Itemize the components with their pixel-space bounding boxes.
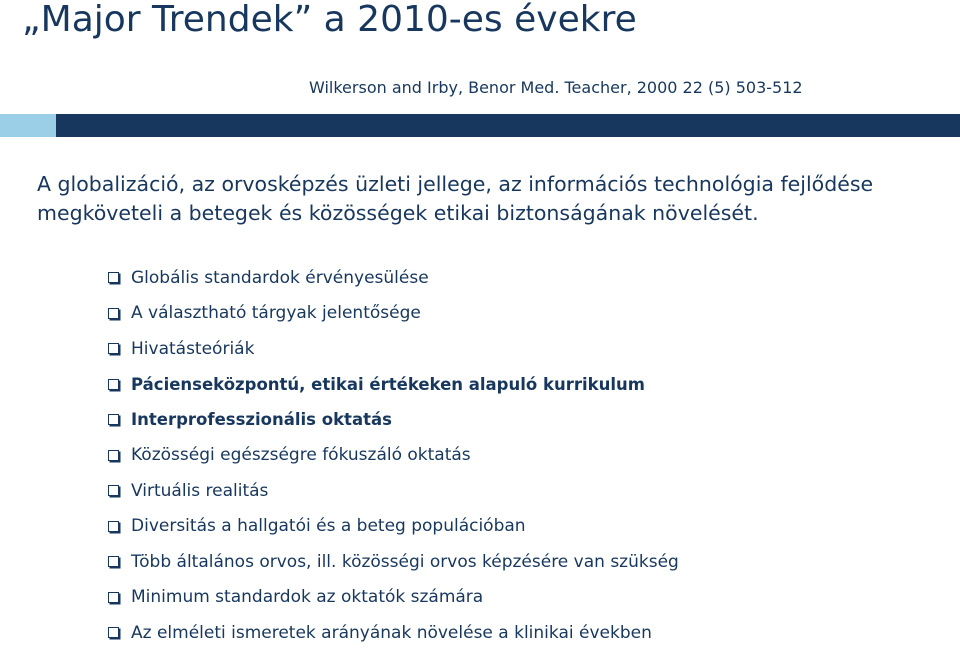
bullet-item [108, 296, 679, 332]
checkbox-bullet-icon [108, 485, 119, 496]
bullet-text: Hivatásteóriák [131, 338, 255, 359]
bullet-item [108, 260, 679, 296]
checkbox-bullet-icon [108, 521, 119, 532]
bullet-item [108, 438, 679, 474]
checkbox-bullet-icon [108, 308, 119, 319]
bullet-text: Virtuális realitás [131, 480, 269, 501]
checkbox-bullet-icon [108, 450, 119, 461]
checkbox-bullet-icon [108, 414, 119, 425]
checkbox-bullet-icon [108, 379, 119, 390]
bullet-item [108, 402, 679, 438]
bullet-item [108, 509, 679, 545]
bullet-text: Pácienseközpontú, etikai értékeken alapuló kurrikulum [131, 374, 645, 394]
checkbox-bullet-icon [108, 592, 119, 603]
checkbox-bullet-icon [108, 272, 119, 283]
bullet-item [108, 580, 679, 616]
checkbox-bullet-icon [108, 343, 119, 354]
bullet-text: Az elméleti ismeretek arányának növelése a klinikai években [131, 622, 652, 643]
bullet-text: Diversitás a hallgatói és a beteg populációban [131, 516, 526, 537]
bullet-text: A választható tárgyak jelentősége [131, 303, 421, 324]
bullet-text: Interprofesszionális oktatás [131, 410, 392, 430]
bullet-text: Globális standardok érvényesülése [131, 267, 429, 288]
bullet-item [108, 473, 679, 509]
checkbox-bullet-icon [108, 556, 119, 567]
bullet-text: Minimum standardok az oktatók számára [131, 587, 484, 608]
bullet-item [108, 544, 679, 580]
bullet-item [108, 367, 679, 403]
bullet-item [108, 331, 679, 367]
slide-title: „Major Trendek” a 2010-es évekre [22, 0, 637, 40]
citation: Wilkerson and Irby, Benor Med. Teacher, 2000 22 (5) 503-512 [309, 78, 803, 97]
bullet-item [108, 615, 679, 651]
header-bar [56, 114, 960, 137]
checkbox-bullet-icon [108, 627, 119, 638]
header-bar-accent [0, 114, 56, 137]
bullet-list [108, 260, 679, 651]
bullet-text: Több általános orvos, ill. közösségi orvos képzésére van szükség [131, 551, 679, 572]
intro-paragraph: A globalizáció, az orvosképzés üzleti jellege, az információs technológia fejlődése megköveteli a betegek és közösségek etikai biztonságának növelését. [37, 172, 874, 225]
bullet-text: Közösségi egészségre fókuszáló oktatás [131, 445, 471, 466]
